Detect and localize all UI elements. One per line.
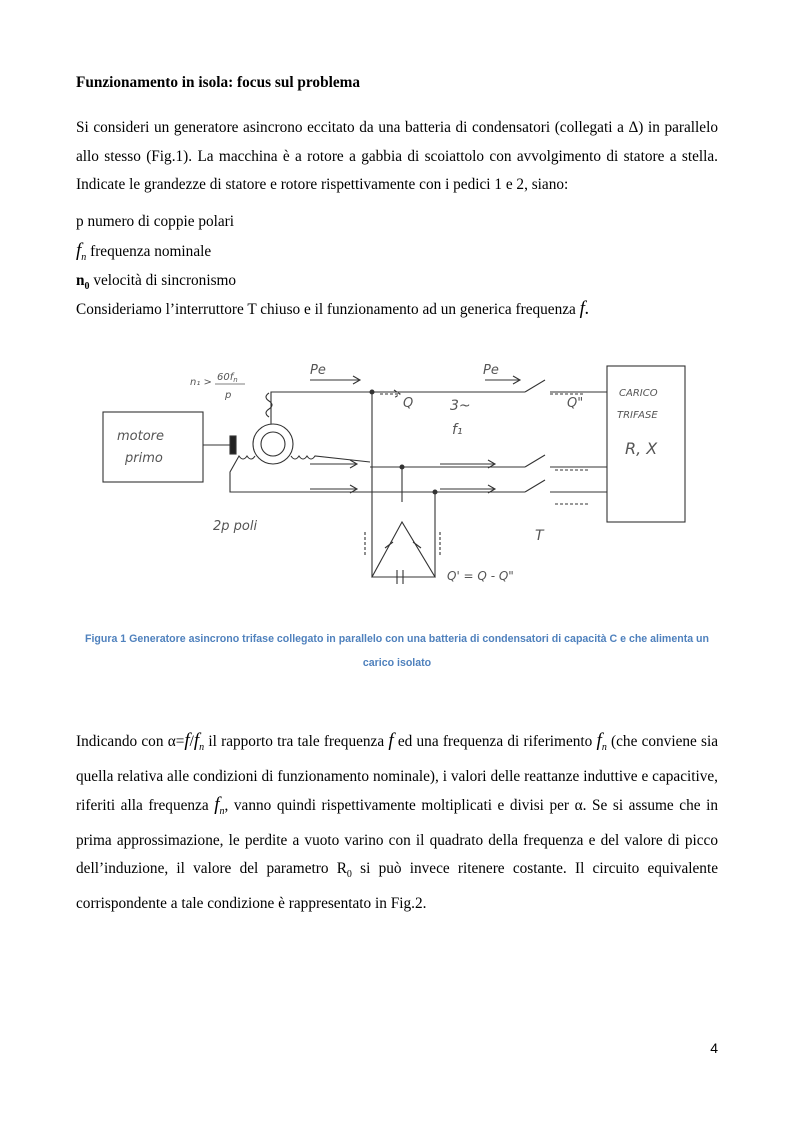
prime-mover-label-2: primo: [125, 451, 163, 466]
section-heading: Funzionamento in isola: focus sul problema: [76, 74, 361, 91]
prime-mover-box: [103, 412, 203, 482]
poles-label: 2p poli: [213, 519, 258, 534]
generator-circle: [253, 424, 293, 464]
speed-condition: n₁ >: [190, 377, 212, 388]
switch-t-label: T: [535, 528, 544, 544]
page-number: 4: [710, 1040, 718, 1056]
def-pole-pairs: p numero di coppie polari: [76, 213, 235, 230]
intro-paragraph: Si consideri un generatore asincrono eccitato da una batteria di condensatori (collegati a Δ) in parallelo allo stesso (Fig.1). La macchina è a rotore a gabbia di scoiattolo con avvolgimento di statore a stella. Indicate le grandezze di statore e rotore rispettivamente con i pedici 1 e 2, siano:: [76, 119, 718, 193]
figure-1-circuit: [95, 352, 695, 602]
def-nominal-frequency: $f_n$ frequenza nominale: [76, 240, 212, 263]
three-phase-label: 3~: [450, 398, 471, 414]
q-label: Q: [403, 396, 414, 411]
def-synchronous-speed: $n_0$ velocità di sincronismo: [76, 272, 237, 293]
consider-line: Consideriamo l’interruttore T chiuso e il funzionamento ad un generica frequenza f.: [76, 298, 590, 319]
speed-numerator: $60f_n$: [217, 372, 238, 384]
body-paragraph-2: Indicando con $\alpha=f/f_n$ il rapporto tra tale frequenza f ed una frequenza di riferimento $f_n$ (che conviene sia quella relativa alle condizioni di funzionamento nominale), i valori delle reattanze induttive e capacitive, riferiti alla frequenza $f_n$, vanno quindi rispettivamente moltiplicati e divisi per α. Se si assume che in prima approssimazione, le perdite a vuoto varino con il quadrato della frequenza e del valore di picco dell’induzione, il valore del parametro $R_0$ si può invece ritenere costante. Il circuito equivalente corrispondente a tale condizione è rappresentato in Fig.2.: [76, 730, 719, 912]
f1-label: f₁: [452, 422, 463, 438]
figure-caption: Figura 1 Generatore asincrono trifase collegato in parallelo con una batteria di condensatori di capacità C e che alimenta un carico isolato: [84, 633, 710, 669]
fn-symbol: $f_n$: [76, 240, 87, 263]
n0-symbol: $n_0$: [76, 272, 90, 293]
pe-right-label: Pe: [483, 363, 499, 378]
q-balance-label: Q' = Q - Q": [447, 569, 514, 583]
speed-denominator: p: [225, 390, 232, 401]
load-label-3: R, X: [625, 439, 658, 458]
q2-label: Q": [567, 396, 584, 411]
load-label-2: TRIFASE: [617, 410, 658, 421]
load-label-1: CARICO: [619, 388, 658, 399]
pe-left-label: Pe: [310, 363, 326, 378]
prime-mover-label-1: motore: [117, 429, 165, 444]
